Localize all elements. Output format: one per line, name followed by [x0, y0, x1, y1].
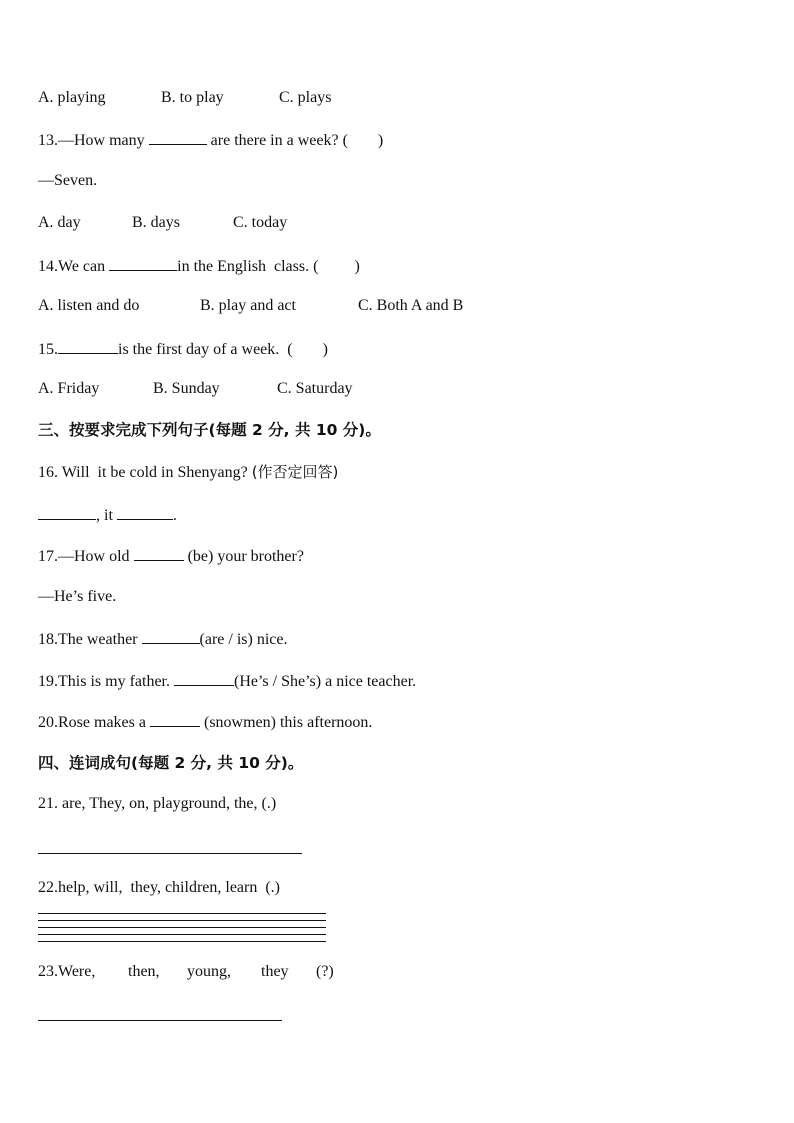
section-4-heading: 四、连词成句(每题 2 分, 共 10 分)。	[38, 754, 304, 772]
q23-word-1: 23.Were,	[38, 963, 96, 980]
q17-text-after: (be) your brother?	[183, 548, 304, 565]
question-20	[38, 711, 372, 731]
q22-answer-line-2[interactable]	[38, 920, 326, 921]
q15-option-c[interactable]: C. Saturday	[277, 380, 353, 397]
q15-paren-close: )	[322, 341, 328, 358]
q16-text: 16. Will it be cold in Shenyang?	[38, 464, 252, 481]
q17-response: —He’s five.	[38, 588, 117, 605]
q14-options	[38, 296, 464, 316]
q21-answer-line[interactable]	[38, 853, 302, 854]
q17-answer-blank[interactable]	[134, 545, 184, 561]
question-23	[38, 962, 358, 982]
q13-text-before: 13.—How many	[38, 132, 149, 149]
q14-paren-close: )	[354, 258, 360, 275]
q15-answer-blank[interactable]	[58, 338, 118, 354]
q18-text-before: 18.The weather	[38, 631, 142, 648]
q13-options	[38, 213, 288, 233]
question-19	[38, 670, 416, 690]
q14-text-before: 14.We can	[38, 258, 110, 275]
q20-answer-blank[interactable]	[150, 711, 200, 727]
question-14	[38, 255, 360, 275]
q22-answer-line-3[interactable]	[38, 927, 326, 928]
q12-options	[38, 88, 332, 108]
q12-option-a[interactable]: A. playing	[38, 89, 106, 106]
question-13	[38, 129, 383, 149]
q13-option-a[interactable]: A. day	[38, 214, 81, 231]
q15-text-after: is the first day of a week. (	[118, 341, 293, 358]
q16-answer-blank-2[interactable]	[117, 504, 173, 520]
section-3-heading: 三、按要求完成下列句子(每题 2 分, 共 10 分)。	[38, 421, 381, 439]
q23-word-5: (?)	[316, 963, 334, 980]
q18-answer-blank[interactable]	[142, 628, 200, 644]
q22-answer-line-5[interactable]	[38, 941, 326, 942]
q16-answer-end: .	[172, 507, 177, 524]
q14-option-a[interactable]: A. listen and do	[38, 297, 140, 314]
q15-options	[38, 379, 353, 399]
q16-answer-blank-1[interactable]	[38, 504, 96, 520]
q19-answer-blank[interactable]	[174, 670, 234, 686]
q13-text-after: are there in a week? (	[206, 132, 348, 149]
q15-option-b[interactable]: B. Sunday	[153, 380, 220, 397]
q15-option-a[interactable]: A. Friday	[38, 380, 100, 397]
q16-answer-mid: , it	[96, 507, 117, 524]
q17-text-before: 17.—How old	[38, 548, 134, 565]
q19-text-before: 19.This is my father.	[38, 673, 174, 690]
q18-text-after: (are / is) nice.	[199, 631, 288, 648]
q23-word-4: they	[261, 963, 289, 980]
q13-paren-close: )	[377, 132, 384, 149]
q23-word-3: young,	[187, 963, 231, 980]
question-17	[38, 545, 304, 565]
q15-text-before: 15.	[38, 341, 58, 358]
q16-answer-line	[38, 504, 177, 524]
question-16	[38, 462, 338, 482]
q23-word-2: then,	[128, 963, 160, 980]
q14-text-after: in the English class. (	[177, 258, 319, 275]
q19-text-after: (He’s / She’s) a nice teacher.	[233, 673, 417, 690]
q22-answer-line-4[interactable]	[38, 934, 326, 935]
q14-option-c[interactable]: C. Both A and B	[358, 297, 464, 314]
question-22: 22.help, will, they, children, learn (.)	[38, 879, 280, 896]
q12-option-c[interactable]: C. plays	[279, 89, 332, 106]
q12-option-b[interactable]: B. to play	[161, 89, 224, 106]
q23-answer-line[interactable]	[38, 1020, 282, 1021]
question-21: 21. are, They, on, playground, the, (.)	[38, 795, 277, 812]
q22-answer-line-1[interactable]	[38, 913, 326, 914]
q13-response: —Seven.	[38, 172, 98, 189]
q16-instruction: (作否定回答)	[251, 463, 339, 481]
q13-option-b[interactable]: B. days	[132, 214, 180, 231]
q14-option-b[interactable]: B. play and act	[200, 297, 296, 314]
question-15	[38, 338, 328, 358]
q20-text-after: (snowmen) this afternoon.	[199, 714, 373, 731]
question-18	[38, 628, 287, 648]
q13-option-c[interactable]: C. today	[233, 214, 288, 231]
q14-answer-blank[interactable]	[109, 255, 177, 271]
q20-text-before: 20.Rose makes a	[38, 714, 150, 731]
q13-answer-blank[interactable]	[149, 129, 207, 145]
